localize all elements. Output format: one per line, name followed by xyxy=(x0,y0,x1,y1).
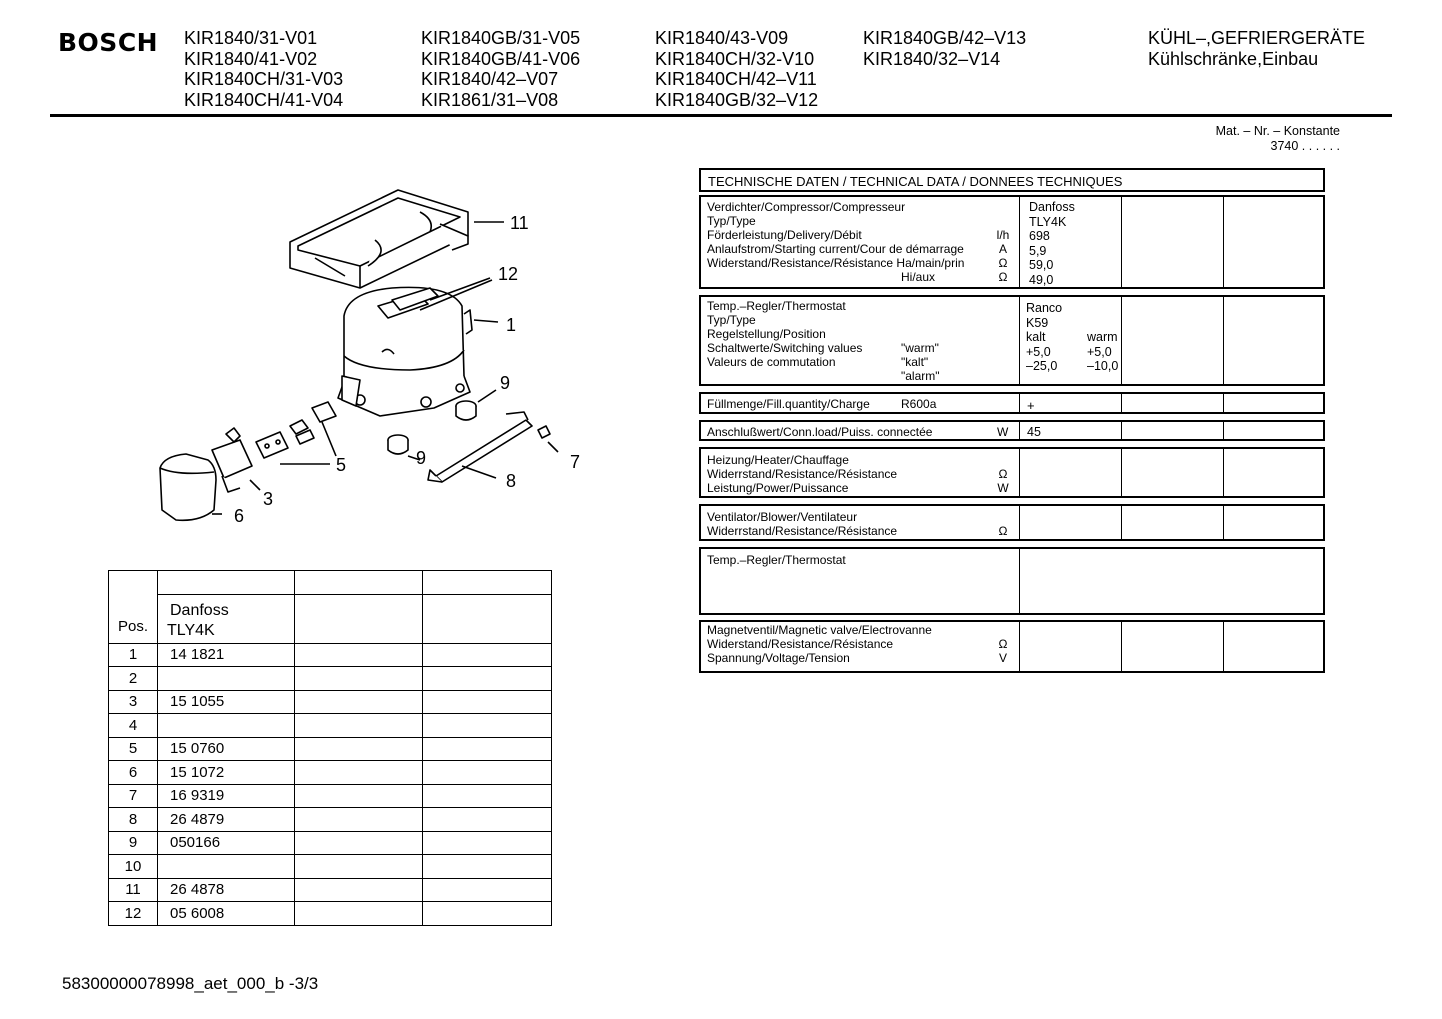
table-row xyxy=(109,902,552,926)
header-spacer xyxy=(295,571,423,595)
blower-labels xyxy=(707,510,897,538)
column-divider xyxy=(1019,297,1020,384)
callout-3: 3 xyxy=(263,489,274,509)
pos-cell: 7 xyxy=(109,784,158,808)
unit xyxy=(993,453,1013,467)
field-value: kalt xyxy=(1026,330,1046,344)
table-row xyxy=(109,855,552,879)
model-number: KIR1840GB/32–V12 xyxy=(655,89,819,110)
column-divider xyxy=(1223,506,1224,539)
field-value: 5,9 xyxy=(1029,243,1047,258)
model-number: KIR1840CH/41-V04 xyxy=(184,89,344,110)
table-row xyxy=(109,808,552,832)
model-number: KIR1840/42–V07 xyxy=(421,69,559,89)
field-label: Schaltwerte/Switching values xyxy=(707,341,863,355)
field-value: TLY4K xyxy=(1029,214,1067,229)
model-number: KIR1840CH/31-V03 xyxy=(184,69,344,89)
field-value: –10,0 xyxy=(1087,359,1119,373)
field-label: Typ/Type xyxy=(707,313,756,327)
conn-label: Anschlußwert/Conn.load/Puiss. connectée xyxy=(707,425,933,439)
material-number xyxy=(1216,124,1340,153)
model-number: KIR1840/32–V14 xyxy=(863,48,1001,69)
empty-cell xyxy=(423,831,552,855)
part-number-cell xyxy=(158,667,295,691)
blower-block xyxy=(699,504,1325,541)
table-row xyxy=(109,761,552,785)
header-spacer xyxy=(158,571,295,595)
table-row xyxy=(109,831,552,855)
relay-drawing xyxy=(212,428,252,492)
empty-cell xyxy=(423,761,552,785)
empty-cell xyxy=(423,594,552,643)
field-label: Widerrstand/Resistance/Résistance xyxy=(707,467,898,481)
unit: V xyxy=(998,651,1007,665)
connected-load-row xyxy=(699,420,1325,441)
thermostat-block xyxy=(699,295,1325,386)
field-value: Danfoss xyxy=(1029,200,1075,214)
heater-units xyxy=(993,453,1013,495)
pos-cell: 12 xyxy=(109,902,158,926)
exploded-parts-diagram xyxy=(130,180,600,540)
table-row xyxy=(109,690,552,714)
empty-cell xyxy=(295,831,423,855)
callout-5: 5 xyxy=(336,455,347,475)
column-divider xyxy=(1223,449,1224,496)
table-row xyxy=(109,878,552,902)
thermostat-values-warm xyxy=(1087,330,1121,374)
empty-cell xyxy=(423,690,552,714)
blower-units xyxy=(993,510,1013,538)
callout-8: 8 xyxy=(506,471,517,491)
protector-cap-drawing xyxy=(160,454,216,520)
model-number: KIR1840/31-V01 xyxy=(184,28,318,48)
part-number-cell: 15 1055 xyxy=(158,690,295,714)
thermostat2-block xyxy=(699,547,1325,615)
pos-header: Pos. xyxy=(109,571,158,644)
field-value: 49,0 xyxy=(1029,272,1054,287)
column-divider xyxy=(1121,422,1122,439)
unit: Ω xyxy=(998,256,1008,270)
field-label: Förderleistung/Delivery/Débit xyxy=(707,228,862,242)
callout-11: 11 xyxy=(510,213,529,233)
empty-cell xyxy=(295,878,423,902)
model-number: KIR1840GB/42–V13 xyxy=(863,28,1027,48)
column-divider xyxy=(1019,394,1020,412)
field-label: Temp.–Regler/Thermostat xyxy=(707,299,846,313)
model-column-1 xyxy=(184,28,343,110)
field-label: Leistung/Power/Puissance xyxy=(707,481,849,495)
field-value: +5,0 xyxy=(1026,344,1051,359)
heater-block xyxy=(699,447,1325,498)
cover-tray-drawing xyxy=(290,190,468,288)
empty-cell xyxy=(295,784,423,808)
fill-quantity-row xyxy=(699,392,1325,414)
brand-logo: BOSCH xyxy=(58,28,159,57)
mat-value: 3740 . . . . . . xyxy=(1270,138,1340,153)
model-column-3 xyxy=(655,28,818,110)
column-divider xyxy=(1121,506,1122,539)
model-number: KIR1861/31–V08 xyxy=(421,89,559,110)
empty-cell xyxy=(423,902,552,926)
compressor-units xyxy=(993,200,1013,284)
unit: Ω xyxy=(998,270,1008,284)
compressor-values xyxy=(1029,200,1075,287)
model-number: KIR1840CH/42–V11 xyxy=(655,69,817,89)
column-divider xyxy=(1019,197,1020,287)
column-divider xyxy=(1121,622,1122,671)
field-label: Valeurs de commutation xyxy=(707,355,836,369)
page-number: -3/3 xyxy=(288,974,319,993)
tech-data-title xyxy=(699,168,1325,192)
thermostat-labels xyxy=(707,299,862,369)
field-value: warm xyxy=(1087,330,1118,344)
heater-labels xyxy=(707,453,897,495)
table-header-row xyxy=(109,571,552,595)
empty-cell xyxy=(295,594,423,643)
tech-data-title-text: TECHNISCHE DATEN / TECHNICAL DATA / DONNEES TECHNIQUES xyxy=(708,174,1123,189)
part-number-cell: 26 4878 xyxy=(158,878,295,902)
empty-cell xyxy=(295,902,423,926)
table-row xyxy=(109,667,552,691)
thermostat2-label: Temp.–Regler/Thermostat xyxy=(707,553,846,567)
column-divider xyxy=(1223,422,1224,439)
empty-cell xyxy=(295,808,423,832)
part-number-cell: 14 1821 xyxy=(158,643,295,667)
pos-cell: 9 xyxy=(109,831,158,855)
column-divider xyxy=(1121,449,1122,496)
part-number-cell xyxy=(158,855,295,879)
column-divider xyxy=(1121,394,1122,412)
pos-cell: 10 xyxy=(109,855,158,879)
field-label: Widerstand/Resistance/Résistance Ha/main/prin xyxy=(707,256,965,270)
field-label: Hi/aux xyxy=(901,270,936,284)
valve-labels xyxy=(707,623,932,665)
empty-cell xyxy=(423,667,552,691)
column-divider xyxy=(1223,622,1224,671)
thermostat-values xyxy=(1026,301,1062,374)
callout-12: 12 xyxy=(498,264,519,284)
column-divider xyxy=(1121,197,1122,287)
empty-cell xyxy=(423,784,552,808)
unit: l/h xyxy=(996,228,1010,242)
field-label: Widerstand/Resistance/Résistance xyxy=(707,637,894,651)
unit xyxy=(993,200,1013,214)
callout-1: 1 xyxy=(506,315,517,335)
column-divider xyxy=(1019,449,1020,496)
pos-cell: 8 xyxy=(109,808,158,832)
unit: W xyxy=(997,481,1009,495)
table-header-row xyxy=(109,594,552,643)
conn-value: 45 xyxy=(1027,425,1041,439)
table-row xyxy=(109,737,552,761)
field-label: Heizung/Heater/Chauffage xyxy=(707,453,849,467)
field-label: Verdichter/Compressor/Compresseur xyxy=(707,200,906,214)
column-divider xyxy=(1019,422,1020,439)
field-value: Ranco xyxy=(1026,301,1063,315)
part-number-cell: 15 0760 xyxy=(158,737,295,761)
field-value: +5,0 xyxy=(1087,344,1112,359)
callout-9b: 9 xyxy=(416,448,427,468)
empty-cell xyxy=(423,714,552,738)
model-number: KIR1840/41-V02 xyxy=(184,48,318,69)
model-number: KIR1840GB/31-V05 xyxy=(421,28,581,48)
switch-label-alarm: "alarm" xyxy=(901,369,940,383)
pos-cell: 2 xyxy=(109,667,158,691)
header-line: TLY4K xyxy=(167,621,215,639)
table-row xyxy=(109,643,552,667)
pos-cell: 5 xyxy=(109,737,158,761)
pos-cell: 6 xyxy=(109,761,158,785)
unit: Ω xyxy=(998,524,1008,538)
field-label: Ventilator/Blower/Ventilateur xyxy=(707,510,858,524)
small-clip-drawing xyxy=(538,426,550,438)
field-label: Typ/Type xyxy=(707,214,756,228)
unit: A xyxy=(998,242,1007,256)
field-label: Widerrstand/Resistance/Résistance xyxy=(707,524,898,538)
table-row xyxy=(109,714,552,738)
unit: Ω xyxy=(998,467,1008,481)
empty-cell xyxy=(295,667,423,691)
header-line: Danfoss xyxy=(170,601,229,619)
refrigerant-value: R600a xyxy=(901,397,937,411)
table-row xyxy=(109,784,552,808)
fill-value: + xyxy=(1027,398,1035,413)
pos-cell: 1 xyxy=(109,643,158,667)
empty-cell xyxy=(423,878,552,902)
compressor-labels xyxy=(707,200,964,284)
part-number-cell: 05 6008 xyxy=(158,902,295,926)
column-divider xyxy=(1121,297,1122,384)
header-divider xyxy=(50,114,1392,117)
callout-7: 7 xyxy=(570,452,581,472)
field-value: 59,0 xyxy=(1029,258,1054,272)
document-footer xyxy=(62,974,318,994)
compressor-drawing xyxy=(338,287,472,416)
part-number-cell: 050166 xyxy=(158,831,295,855)
compressor-type-header xyxy=(158,594,295,643)
column-divider xyxy=(1019,622,1020,671)
field-value: 698 xyxy=(1029,229,1050,243)
parts-table xyxy=(108,570,552,926)
category xyxy=(1148,28,1365,69)
mat-label: Mat. – Nr. – Konstante xyxy=(1215,124,1340,138)
part-number-cell: 16 9319 xyxy=(158,784,295,808)
empty-cell xyxy=(295,761,423,785)
pos-cell: 4 xyxy=(109,714,158,738)
empty-cell xyxy=(295,737,423,761)
model-column-2 xyxy=(421,28,580,110)
field-label: Magnetventil/Magnetic valve/Electrovanne xyxy=(707,623,932,637)
category-line: Kühlschränke,Einbau xyxy=(1148,48,1319,69)
conn-unit: W xyxy=(997,425,1009,439)
part-number-cell: 26 4879 xyxy=(158,808,295,832)
column-divider xyxy=(1223,394,1224,412)
pos-cell: 11 xyxy=(109,878,158,902)
empty-cell xyxy=(295,690,423,714)
empty-cell xyxy=(295,643,423,667)
switch-label-kalt: "kalt" xyxy=(901,355,929,369)
model-number: KIR1840/43-V09 xyxy=(655,28,789,48)
unit xyxy=(993,623,1013,637)
field-value: –25,0 xyxy=(1026,359,1058,373)
callout-9: 9 xyxy=(500,373,511,393)
column-divider xyxy=(1019,506,1020,539)
clip-drawing xyxy=(256,402,336,458)
model-number: KIR1840GB/41-V06 xyxy=(421,48,581,69)
column-divider xyxy=(1223,297,1224,384)
field-label: Spannung/Voltage/Tension xyxy=(707,651,850,665)
model-number: KIR1840CH/32-V10 xyxy=(655,48,815,69)
callout-6: 6 xyxy=(234,506,245,526)
valve-units xyxy=(993,623,1013,665)
field-value: K59 xyxy=(1026,315,1049,330)
field-label: Anlaufstrom/Starting current/Cour de démarrage xyxy=(707,242,964,256)
doc-id: 58300000078998_aet_000_b xyxy=(62,974,285,993)
switch-label-warm: "warm" xyxy=(901,341,939,355)
part-number-cell xyxy=(158,714,295,738)
pos-cell: 3 xyxy=(109,690,158,714)
fill-label: Füllmenge/Fill.quantity/Charge xyxy=(707,397,870,411)
empty-cell xyxy=(423,855,552,879)
field-label: Regelstellung/Position xyxy=(707,327,826,341)
column-divider xyxy=(1019,549,1020,613)
header-spacer xyxy=(423,571,552,595)
category-line: KÜHL–,GEFRIERGERÄTE xyxy=(1148,28,1366,48)
part-number-cell: 15 1072 xyxy=(158,761,295,785)
bracket-rail-drawing xyxy=(428,412,532,482)
unit xyxy=(993,510,1013,524)
compressor-block xyxy=(699,195,1325,289)
empty-cell xyxy=(423,643,552,667)
column-divider xyxy=(1223,197,1224,287)
empty-cell xyxy=(295,714,423,738)
empty-cell xyxy=(423,808,552,832)
model-column-4 xyxy=(863,28,1026,69)
valve-block xyxy=(699,620,1325,673)
empty-cell xyxy=(295,855,423,879)
empty-cell xyxy=(423,737,552,761)
unit: Ω xyxy=(998,637,1008,651)
unit xyxy=(993,214,1013,228)
